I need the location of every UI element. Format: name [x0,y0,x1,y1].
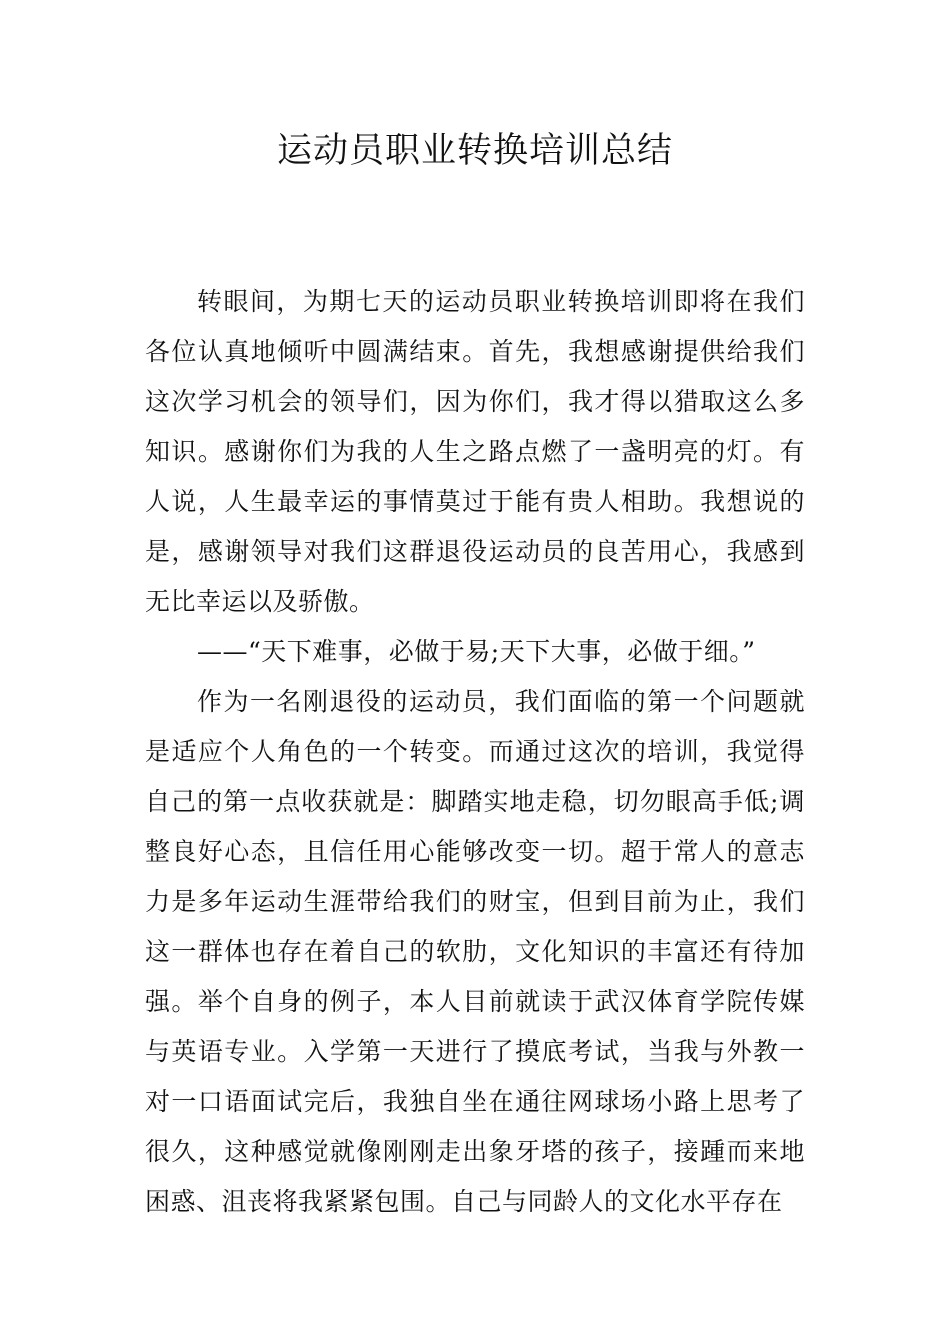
paragraph-quote: ——“天下难事，必做于易;天下大事，必做于细。” [197,637,756,666]
paragraph-reflection: 作为一名刚退役的运动员，我们面临的第一个问题就是适应个人角色的一个转变。而通过这次的培训，我觉得自己的第一点收获就是：脚踏实地走稳，切勿眼高手低;调整良好心态，且信任用心能够改变一切。超于常人的意志力是多年运动生涯带给我们的财宝，但到目前为止，我们这一群体也存在着自己的软肋，文化知识的丰富还有待加强。举个自身的例子，本人目前就读于武汉体育学院传媒与英语专业。入学第一天进行了摸底考试，当我与外教一对一口语面试完后，我独自坐在通往网球场小路上思考了很久，这种感觉就像刚刚走出象牙塔的孩子，接踵而来地困惑、沮丧将我紧紧包围。自己与同龄人的文化水平存在 [145,687,805,1216]
paragraph-intro: 转眼间，为期七天的运动员职业转换培训即将在我们各位认真地倾听中圆满结束。首先，我想感谢提供给我们这次学习机会的领导们，因为你们，我才得以猎取这么多知识。感谢你们为我的人生之路点燃了一盏明亮的灯。有人说，人生最幸运的事情莫过于能有贵人相助。我想说的是，感谢领导对我们这群退役运动员的良苦用心，我感到无比幸运以及骄傲。 [145,287,805,616]
document-body [145,277,805,1227]
document-title: 运动员职业转换培训总结 [276,131,673,171]
